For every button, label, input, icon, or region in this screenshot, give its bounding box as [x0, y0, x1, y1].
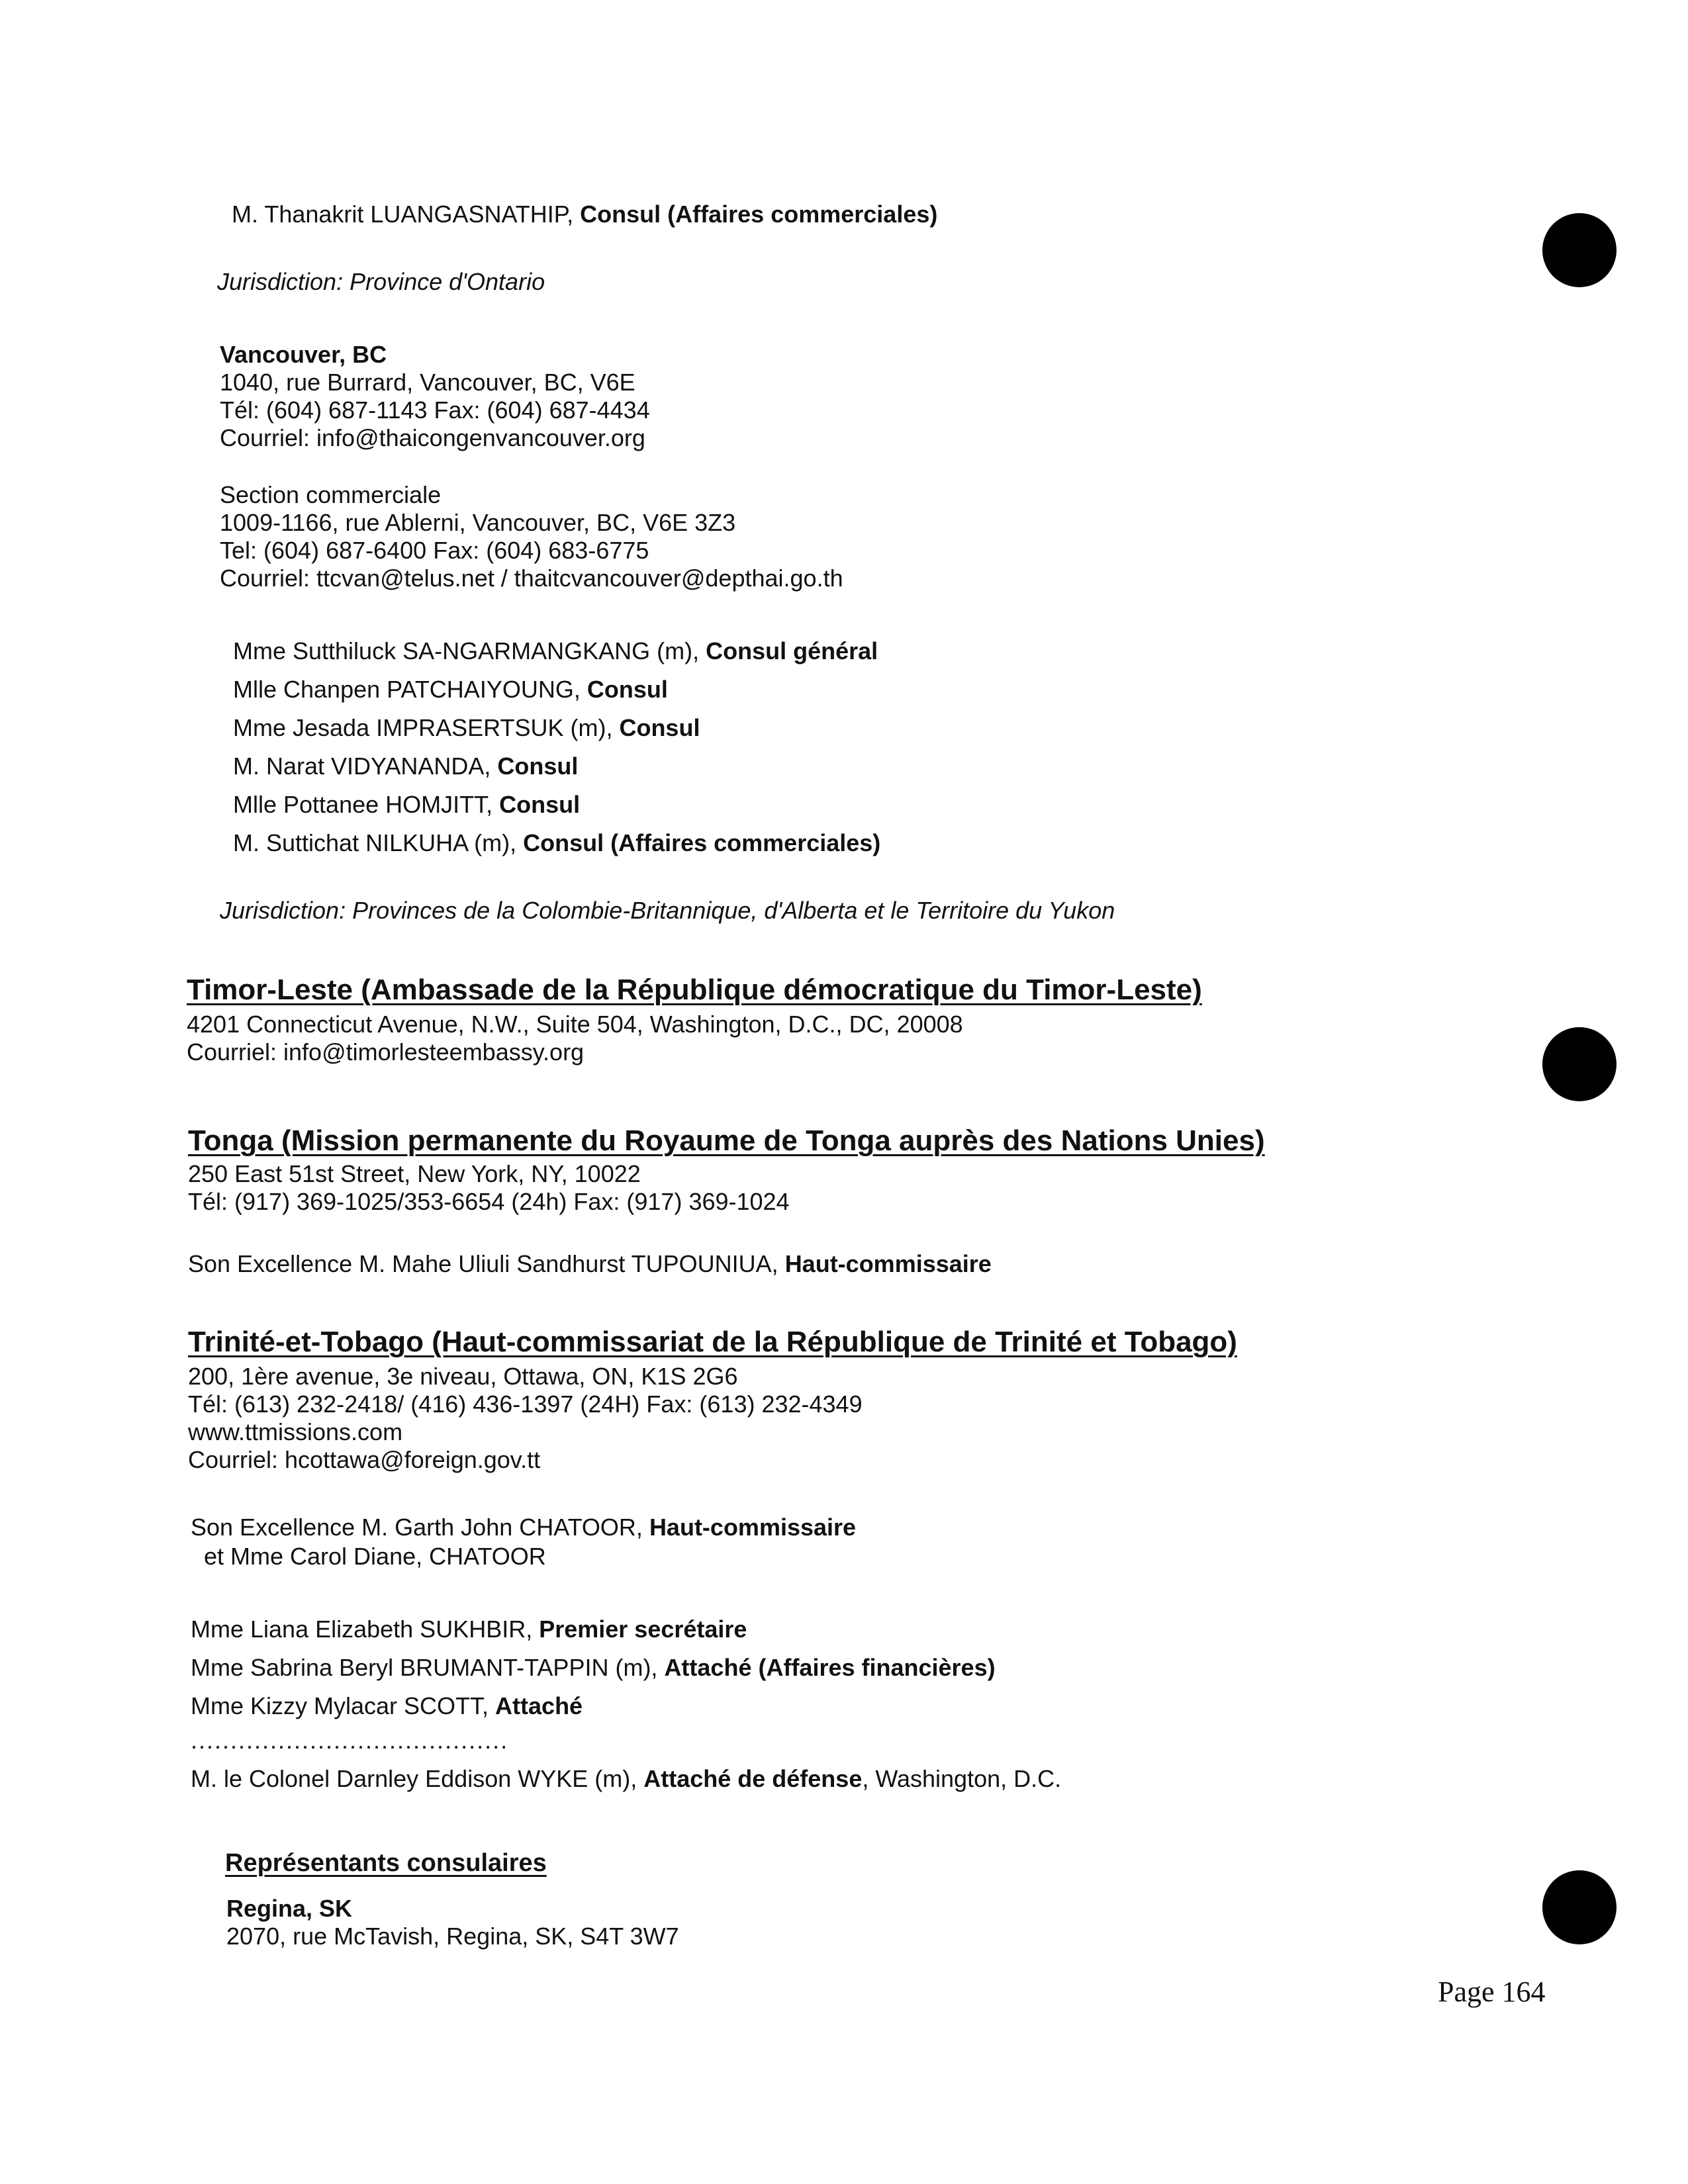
staff-name: Mme Liana Elizabeth SUKHBIR, [191, 1615, 539, 1643]
country-heading-tonga: Tonga (Mission permanente du Royaume de Tonga auprès des Nations Unies) [188, 1124, 1265, 1157]
staff-line [233, 752, 578, 781]
commercial-address: 1009-1166, rue Ablerni, Vancouver, BC, V6E 3Z3 [220, 509, 736, 536]
staff-line [188, 1250, 992, 1279]
trinidad-address: 200, 1ère avenue, 3e niveau, Ottawa, ON, K1S 2G6 [188, 1363, 738, 1390]
staff-title: Consul (Affaires commerciales) [523, 829, 881, 856]
timor-address: 4201 Connecticut Avenue, N.W., Suite 504, Washington, D.C., DC, 20008 [187, 1011, 963, 1038]
staff-name: Mme Sabrina Beryl BRUMANT-TAPPIN (m), [191, 1654, 665, 1681]
jurisdiction-ontario: Jurisdiction: Province d'Ontario [217, 268, 545, 295]
staff-name: Mlle Pottanee HOMJITT, [233, 791, 500, 818]
staff-line-luangasnathip [232, 200, 937, 229]
staff-title: Haut-commissaire [784, 1250, 992, 1277]
staff-name: Mme Jesada IMPRASERTSUK (m), [233, 714, 620, 741]
trinidad-phone: Tél: (613) 232-2418/ (416) 436-1397 (24H) Fax: (613) 232-4349 [188, 1390, 863, 1418]
staff-line [191, 1653, 996, 1682]
staff-title: Consul (Affaires commerciales) [580, 201, 938, 228]
regina-address: 2070, rue McTavish, Regina, SK, S4T 3W7 [226, 1923, 679, 1950]
staff-title: Attaché (Affaires financières) [664, 1654, 996, 1681]
staff-line [191, 1513, 856, 1542]
vancouver-email: Courriel: info@thaicongenvancouver.org [220, 424, 645, 451]
tonga-address: 250 East 51st Street, New York, NY, 10022 [188, 1160, 641, 1187]
consular-representatives-heading: Représentants consulaires [225, 1849, 547, 1877]
staff-location: , Washington, D.C. [862, 1765, 1062, 1792]
staff-line [233, 637, 878, 666]
country-heading-timor-leste: Timor-Leste (Ambassade de la République démocratique du Timor-Leste) [187, 974, 1202, 1006]
staff-title: Haut-commissaire [649, 1514, 857, 1541]
commercial-email: Courriel: ttcvan@telus.net / thaitcvancouver@depthai.go.th [220, 565, 843, 592]
tonga-phone: Tél: (917) 369-1025/353-6654 (24h) Fax: (917) 369-1024 [188, 1188, 790, 1215]
staff-line [233, 713, 700, 743]
staff-line [233, 675, 668, 704]
trinidad-website: www.ttmissions.com [188, 1418, 403, 1445]
staff-title: Consul général [706, 637, 878, 664]
staff-line [233, 829, 880, 858]
jurisdiction-bc: Jurisdiction: Provinces de la Colombie-Britannique, d'Alberta et le Territoire du Yukon [220, 897, 1115, 924]
staff-name: Mme Sutthiluck SA-NGARMANGKANG (m), [233, 637, 706, 664]
vancouver-address: 1040, rue Burrard, Vancouver, BC, V6E [220, 369, 635, 396]
staff-name: Son Excellence M. Mahe Uliuli Sandhurst TUPOUNIUA, [188, 1250, 785, 1277]
staff-title: Consul [586, 676, 668, 703]
staff-name: M. Suttichat NILKUHA (m), [233, 829, 524, 856]
staff-title: Consul [499, 791, 581, 818]
vancouver-phone: Tél: (604) 687-1143 Fax: (604) 687-4434 [220, 396, 650, 424]
city-heading-vancouver: Vancouver, BC [220, 341, 387, 368]
staff-name: Mme Kizzy Mylacar SCOTT, [191, 1692, 496, 1719]
country-heading-trinidad: Trinité-et-Tobago (Haut-commissariat de la République de Trinité et Tobago) [188, 1326, 1237, 1358]
staff-line [191, 1692, 583, 1721]
page-number: Page 164 [1438, 1976, 1546, 2008]
staff-title: Consul [497, 752, 579, 780]
staff-name: Mlle Chanpen PATCHAIYOUNG, [233, 676, 587, 703]
commercial-phone: Tel: (604) 687-6400 Fax: (604) 683-6775 [220, 537, 649, 564]
dotted-separator: ........................................ [191, 1727, 509, 1754]
punch-hole-top [1542, 213, 1617, 287]
staff-line [191, 1615, 747, 1644]
staff-line-defense [191, 1764, 1061, 1794]
spouse-line: et Mme Carol Diane, CHATOOR [204, 1543, 546, 1570]
staff-name: M. Thanakrit LUANGASNATHIP, [232, 201, 581, 228]
punch-hole-bottom [1542, 1870, 1617, 1944]
staff-title: Consul [619, 714, 700, 741]
staff-title: Attaché [495, 1692, 583, 1719]
city-heading-regina: Regina, SK [226, 1895, 353, 1922]
trinidad-email: Courriel: hcottawa@foreign.gov.tt [188, 1446, 541, 1473]
timor-email: Courriel: info@timorlesteembassy.org [187, 1038, 585, 1066]
staff-name: M. le Colonel Darnley Eddison WYKE (m), [191, 1765, 644, 1792]
punch-hole-middle [1542, 1027, 1617, 1101]
staff-name: Son Excellence M. Garth John CHATOOR, [191, 1514, 649, 1541]
staff-title: Premier secrétaire [539, 1615, 747, 1643]
staff-line [233, 790, 580, 819]
staff-title: Attaché de défense [643, 1765, 863, 1792]
commercial-section-label: Section commerciale [220, 481, 442, 508]
staff-name: M. Narat VIDYANANDA, [233, 752, 498, 780]
